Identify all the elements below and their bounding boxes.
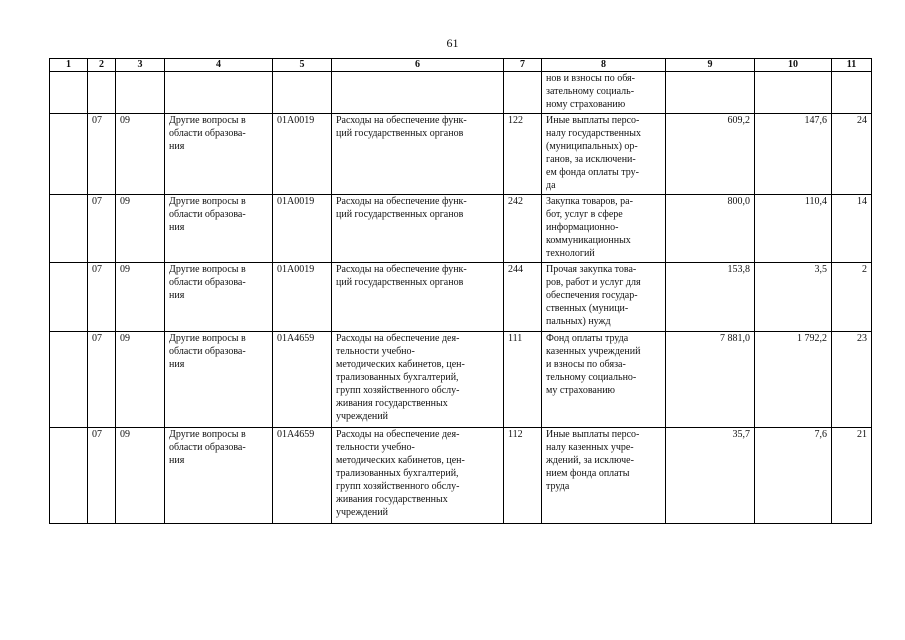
cell-line: области образова- — [169, 128, 246, 139]
cell-col7: 244 — [504, 263, 542, 332]
cell-line: (муниципальных) ор- — [546, 141, 638, 152]
cell-line: Другие вопросы в — [169, 429, 246, 440]
cell-line: Иные выплаты персо- — [546, 115, 640, 126]
cell-col2: 07 — [88, 263, 116, 332]
cell-line: налу казенных учре- — [546, 442, 634, 453]
table-row — [50, 332, 872, 428]
cell-col9: 609,2 — [666, 114, 755, 195]
cell-col9: 7 881,0 — [666, 332, 755, 428]
cell-col4 — [165, 195, 273, 263]
cell-col7 — [504, 72, 542, 114]
cell-col6 — [332, 72, 504, 114]
cell-line: методических кабинетов, цен- — [336, 455, 465, 466]
cell-line: ций государственных органов — [336, 277, 464, 288]
cell-line: трализованных бухгалтерий, — [336, 468, 459, 479]
cell-col1 — [50, 72, 88, 114]
cell-col2: 07 — [88, 428, 116, 524]
col-header: 6 — [332, 59, 504, 72]
cell-col6 — [332, 332, 504, 428]
cell-col3: 09 — [116, 195, 165, 263]
cell-line: Расходы на обеспечение дея- — [336, 429, 460, 440]
cell-col5: 01А4659 — [273, 428, 332, 524]
cell-line: коммуникационных — [546, 235, 631, 246]
cell-col6 — [332, 114, 504, 195]
cell-line: труда — [546, 481, 570, 492]
cell-line: ций государственных органов — [336, 128, 464, 139]
cell-line: тельности учебно- — [336, 442, 415, 453]
col-header: 5 — [273, 59, 332, 72]
cell-line: Расходы на обеспечение функ- — [336, 115, 467, 126]
col-header: 2 — [88, 59, 116, 72]
cell-col2 — [88, 72, 116, 114]
cell-line: ния — [169, 455, 185, 466]
cell-line: групп хозяйственного обслу- — [336, 481, 460, 492]
cell-col3: 09 — [116, 428, 165, 524]
cell-col10: 3,5 — [755, 263, 832, 332]
cell-line: Другие вопросы в — [169, 196, 246, 207]
cell-line: области образова- — [169, 277, 246, 288]
cell-line: тельному социально- — [546, 372, 637, 383]
cell-line: и взносы по обяза- — [546, 359, 626, 370]
cell-line: обеспечения государ- — [546, 290, 638, 301]
cell-line: Другие вопросы в — [169, 115, 246, 126]
table-row — [50, 72, 872, 114]
cell-line: Другие вопросы в — [169, 264, 246, 275]
cell-col2: 07 — [88, 332, 116, 428]
cell-col10: 7,6 — [755, 428, 832, 524]
cell-line: нов и взносы по обя- — [546, 73, 635, 84]
cell-col8 — [542, 72, 666, 114]
cell-col6 — [332, 428, 504, 524]
cell-line: да — [546, 180, 556, 191]
cell-col7: 111 — [504, 332, 542, 428]
cell-col4 — [165, 114, 273, 195]
header-row — [50, 59, 872, 72]
cell-line: ному страхованию — [546, 99, 626, 110]
cell-col8 — [542, 263, 666, 332]
cell-line: Иные выплаты персо- — [546, 429, 640, 440]
cell-col7: 242 — [504, 195, 542, 263]
cell-col3: 09 — [116, 332, 165, 428]
cell-line: ния — [169, 141, 185, 152]
cell-col10: 1 792,2 — [755, 332, 832, 428]
col-header: 1 — [50, 59, 88, 72]
cell-line: зательному социаль- — [546, 86, 635, 97]
cell-line: ния — [169, 359, 185, 370]
cell-col3: 09 — [116, 114, 165, 195]
cell-line: Другие вопросы в — [169, 333, 246, 344]
cell-line: области образова- — [169, 209, 246, 220]
cell-line: Расходы на обеспечение функ- — [336, 264, 467, 275]
cell-line: ганов, за исключени- — [546, 154, 636, 165]
cell-col9: 153,8 — [666, 263, 755, 332]
col-header: 4 — [165, 59, 273, 72]
cell-line: ственных (муници- — [546, 303, 629, 314]
cell-col2: 07 — [88, 195, 116, 263]
col-header: 3 — [116, 59, 165, 72]
col-header: 10 — [755, 59, 832, 72]
cell-col10: 147,6 — [755, 114, 832, 195]
cell-line: живания государственных — [336, 494, 448, 505]
cell-line: области образова- — [169, 442, 246, 453]
cell-line: области образова- — [169, 346, 246, 357]
cell-col1 — [50, 195, 88, 263]
cell-line: групп хозяйственного обслу- — [336, 385, 460, 396]
cell-line: живания государственных — [336, 398, 448, 409]
cell-line: ров, работ и услуг для — [546, 277, 641, 288]
cell-line: Расходы на обеспечение функ- — [336, 196, 467, 207]
cell-line: Фонд оплаты труда — [546, 333, 629, 344]
cell-col5: 01А0019 — [273, 263, 332, 332]
col-header: 8 — [542, 59, 666, 72]
cell-col10: 110,4 — [755, 195, 832, 263]
cell-line: информационно- — [546, 222, 619, 233]
cell-line: учреждений — [336, 507, 388, 518]
cell-col6 — [332, 263, 504, 332]
cell-line: нием фонда оплаты — [546, 468, 630, 479]
cell-col8 — [542, 332, 666, 428]
cell-col7: 122 — [504, 114, 542, 195]
cell-col4 — [165, 72, 273, 114]
cell-col4 — [165, 428, 273, 524]
budget-table — [49, 58, 872, 524]
cell-line: налу государственных — [546, 128, 642, 139]
table-row — [50, 263, 872, 332]
col-header: 11 — [832, 59, 872, 72]
cell-col5: 01А0019 — [273, 195, 332, 263]
cell-col6 — [332, 195, 504, 263]
cell-col10 — [755, 72, 832, 114]
cell-line: му страхованию — [546, 385, 616, 396]
cell-line: трализованных бухгалтерий, — [336, 372, 459, 383]
cell-col1 — [50, 263, 88, 332]
cell-line: Расходы на обеспечение дея- — [336, 333, 460, 344]
cell-col11: 23 — [832, 332, 872, 428]
cell-line: ций государственных органов — [336, 209, 464, 220]
cell-col4 — [165, 332, 273, 428]
cell-col5: 01А4659 — [273, 332, 332, 428]
cell-col11 — [832, 72, 872, 114]
cell-col7: 112 — [504, 428, 542, 524]
cell-line: ем фонда оплаты тру- — [546, 167, 639, 178]
cell-col9: 35,7 — [666, 428, 755, 524]
cell-line: учреждений — [336, 411, 388, 422]
cell-col3 — [116, 72, 165, 114]
cell-line: тельности учебно- — [336, 346, 415, 357]
cell-line: Закупка товаров, ра- — [546, 196, 633, 207]
cell-col2: 07 — [88, 114, 116, 195]
cell-col8 — [542, 114, 666, 195]
cell-line: ния — [169, 290, 185, 301]
cell-line: технологий — [546, 248, 595, 259]
cell-line: казенных учреждений — [546, 346, 641, 357]
cell-col8 — [542, 428, 666, 524]
col-header: 9 — [666, 59, 755, 72]
cell-line: ния — [169, 222, 185, 233]
col-header: 7 — [504, 59, 542, 72]
cell-col4 — [165, 263, 273, 332]
cell-line: бот, услуг в сфере — [546, 209, 623, 220]
cell-col3: 09 — [116, 263, 165, 332]
cell-col1 — [50, 332, 88, 428]
cell-col5 — [273, 72, 332, 114]
cell-col11: 2 — [832, 263, 872, 332]
cell-col1 — [50, 114, 88, 195]
table-row — [50, 428, 872, 524]
cell-line: методических кабинетов, цен- — [336, 359, 465, 370]
cell-col11: 24 — [832, 114, 872, 195]
page-number: 61 — [446, 36, 459, 50]
cell-line: пальных) нужд — [546, 316, 611, 327]
table-row — [50, 195, 872, 263]
cell-col11: 14 — [832, 195, 872, 263]
cell-col1 — [50, 428, 88, 524]
cell-line: ждений, за исключе- — [546, 455, 634, 466]
cell-col8 — [542, 195, 666, 263]
cell-col5: 01А0019 — [273, 114, 332, 195]
cell-col9 — [666, 72, 755, 114]
cell-col11: 21 — [832, 428, 872, 524]
table-row — [50, 114, 872, 195]
cell-col9: 800,0 — [666, 195, 755, 263]
cell-line: Прочая закупка това- — [546, 264, 637, 275]
